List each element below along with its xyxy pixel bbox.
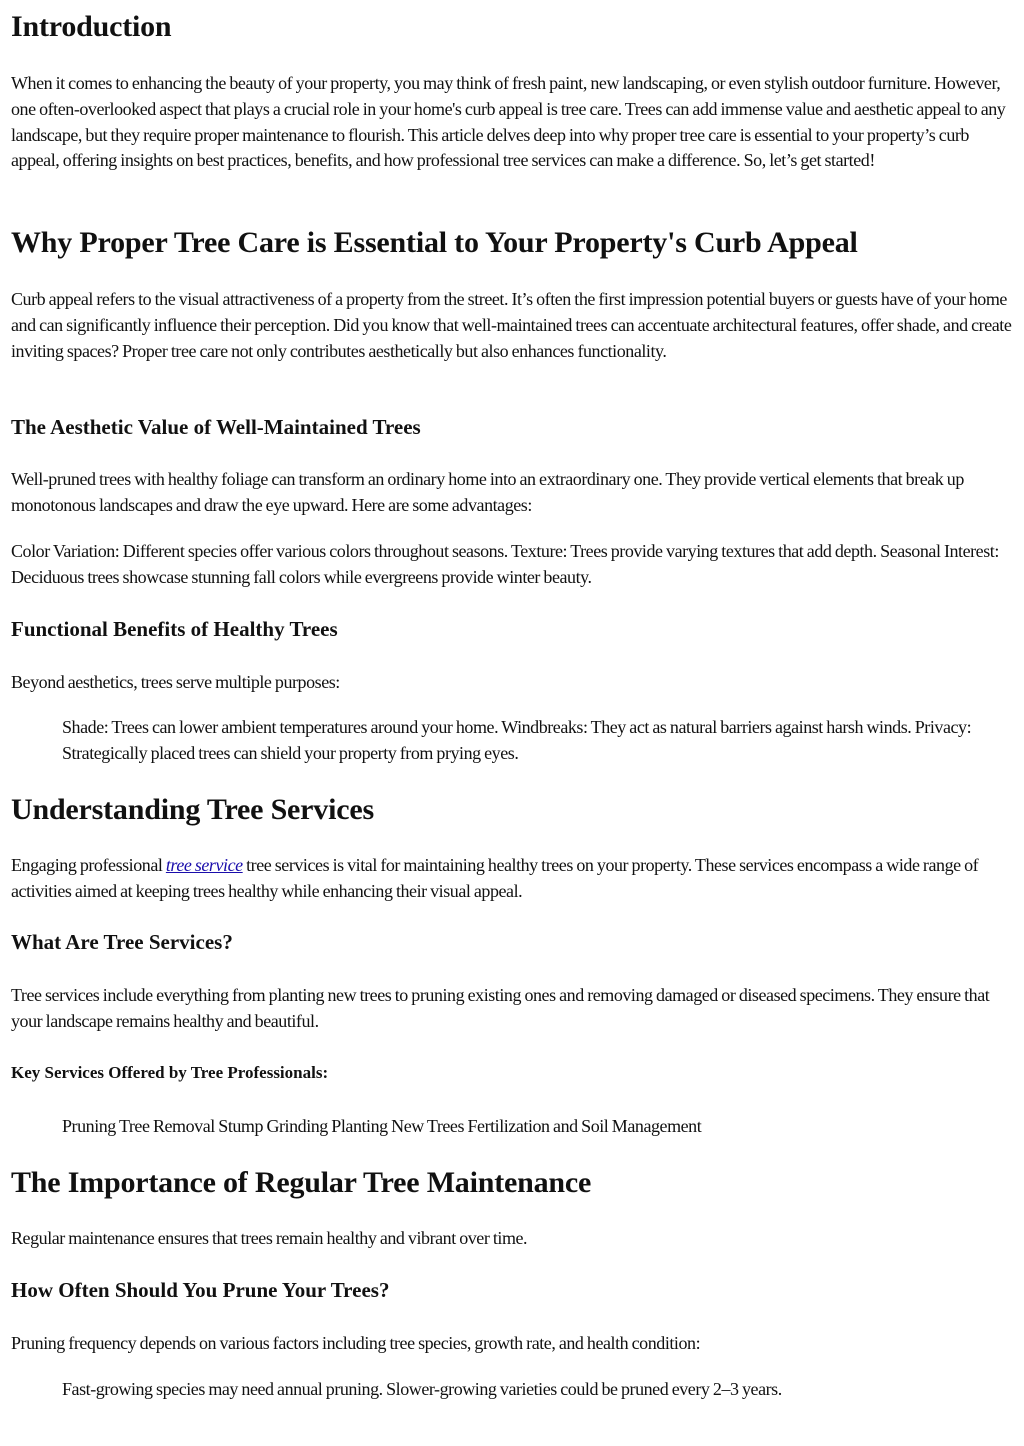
paragraph-pruning-frequency: Pruning frequency depends on various factors including tree species, growth rate, and health condition: [11,1333,701,1353]
paragraph-aesthetic-value: Well-pruned trees with healthy foliage can transform an ordinary home into an extraordinary one. They provide vertical elements that break up monotonous landscapes and draw the eye upward. Here are some advantages: [11,469,964,515]
heading-key-services: Key Services Offered by Tree Professionals: [11,1063,329,1082]
heading-functional-benefits: Functional Benefits of Healthy Trees [11,617,338,641]
heading-what-are-tree-services: What Are Tree Services? [11,930,233,954]
paragraph-what-are-tree-services: Tree services include everything from planting new trees to pruning existing ones and removing damaged or diseased specimens. They ensure that your landscape remains healthy and beautiful. [11,985,990,1031]
list-pruning-frequency: Fast-growing species may need annual pruning. Slower-growing varieties could be pruned every 2–3 years. [62,1379,782,1399]
heading-aesthetic-value: The Aesthetic Value of Well-Maintained Trees [11,415,421,439]
heading-regular-maintenance: The Importance of Regular Tree Maintenance [11,1166,592,1199]
paragraph-curb-appeal: Curb appeal refers to the visual attractiveness of a property from the street. It’s often the first impression potential buyers or guests have of your home and can significantly influence their perception. Did you know that well-maintained trees can accentuate architectural features, offer shade, and create inviting spaces? Proper tree care not only contributes aesthetically but also enhances functionality. [11,289,1012,361]
heading-how-often-prune: How Often Should You Prune Your Trees? [11,1278,390,1302]
heading-understanding-tree-services: Understanding Tree Services [11,793,374,826]
paragraph-text-before-link: Engaging professional [11,855,166,875]
paragraph-understanding-tree-services [11,853,1017,905]
heading-introduction: Introduction [11,10,172,43]
list-functional-benefits: Shade: Trees can lower ambient temperatures around your home. Windbreaks: They act as natural barriers against harsh winds. Privacy: Strategically placed trees can shield your property from prying eyes. [62,717,972,763]
list-key-services: Pruning Tree Removal Stump Grinding Planting New Trees Fertilization and Soil Management [62,1116,702,1136]
list-aesthetic-advantages: Color Variation: Different species offer various colors throughout seasons. Texture: Trees provide varying textures that add depth. Seasonal Interest: Deciduous trees showcase stunning fall colors while evergreens provide winter beauty. [11,541,999,587]
heading-why-tree-care: Why Proper Tree Care is Essential to Your Property's Curb Appeal [11,226,858,259]
paragraph-introduction: When it comes to enhancing the beauty of your property, you may think of fresh paint, new landscaping, or even stylish outdoor furniture. However, one often-overlooked aspect that plays a crucial role in your home's curb appeal is tree care. Trees can add immense value and aesthetic appeal to any landscape, but they require proper maintenance to flourish. This article delves deep into why proper tree care is essential to your property’s curb appeal, offering insights on best practices, benefits, and how professional tree services can make a difference. So, let’s get started! [11,73,1006,171]
tree-service-link[interactable]: tree service [165,855,243,875]
paragraph-text-after-link: tree services is vital for maintaining healthy trees on your property. These services encompass a wide range of activities aimed at keeping trees healthy while enhancing their visual appeal. [11,855,979,901]
paragraph-regular-maintenance: Regular maintenance ensures that trees remain healthy and vibrant over time. [11,1228,528,1248]
paragraph-functional-benefits: Beyond aesthetics, trees serve multiple purposes: [11,672,340,692]
